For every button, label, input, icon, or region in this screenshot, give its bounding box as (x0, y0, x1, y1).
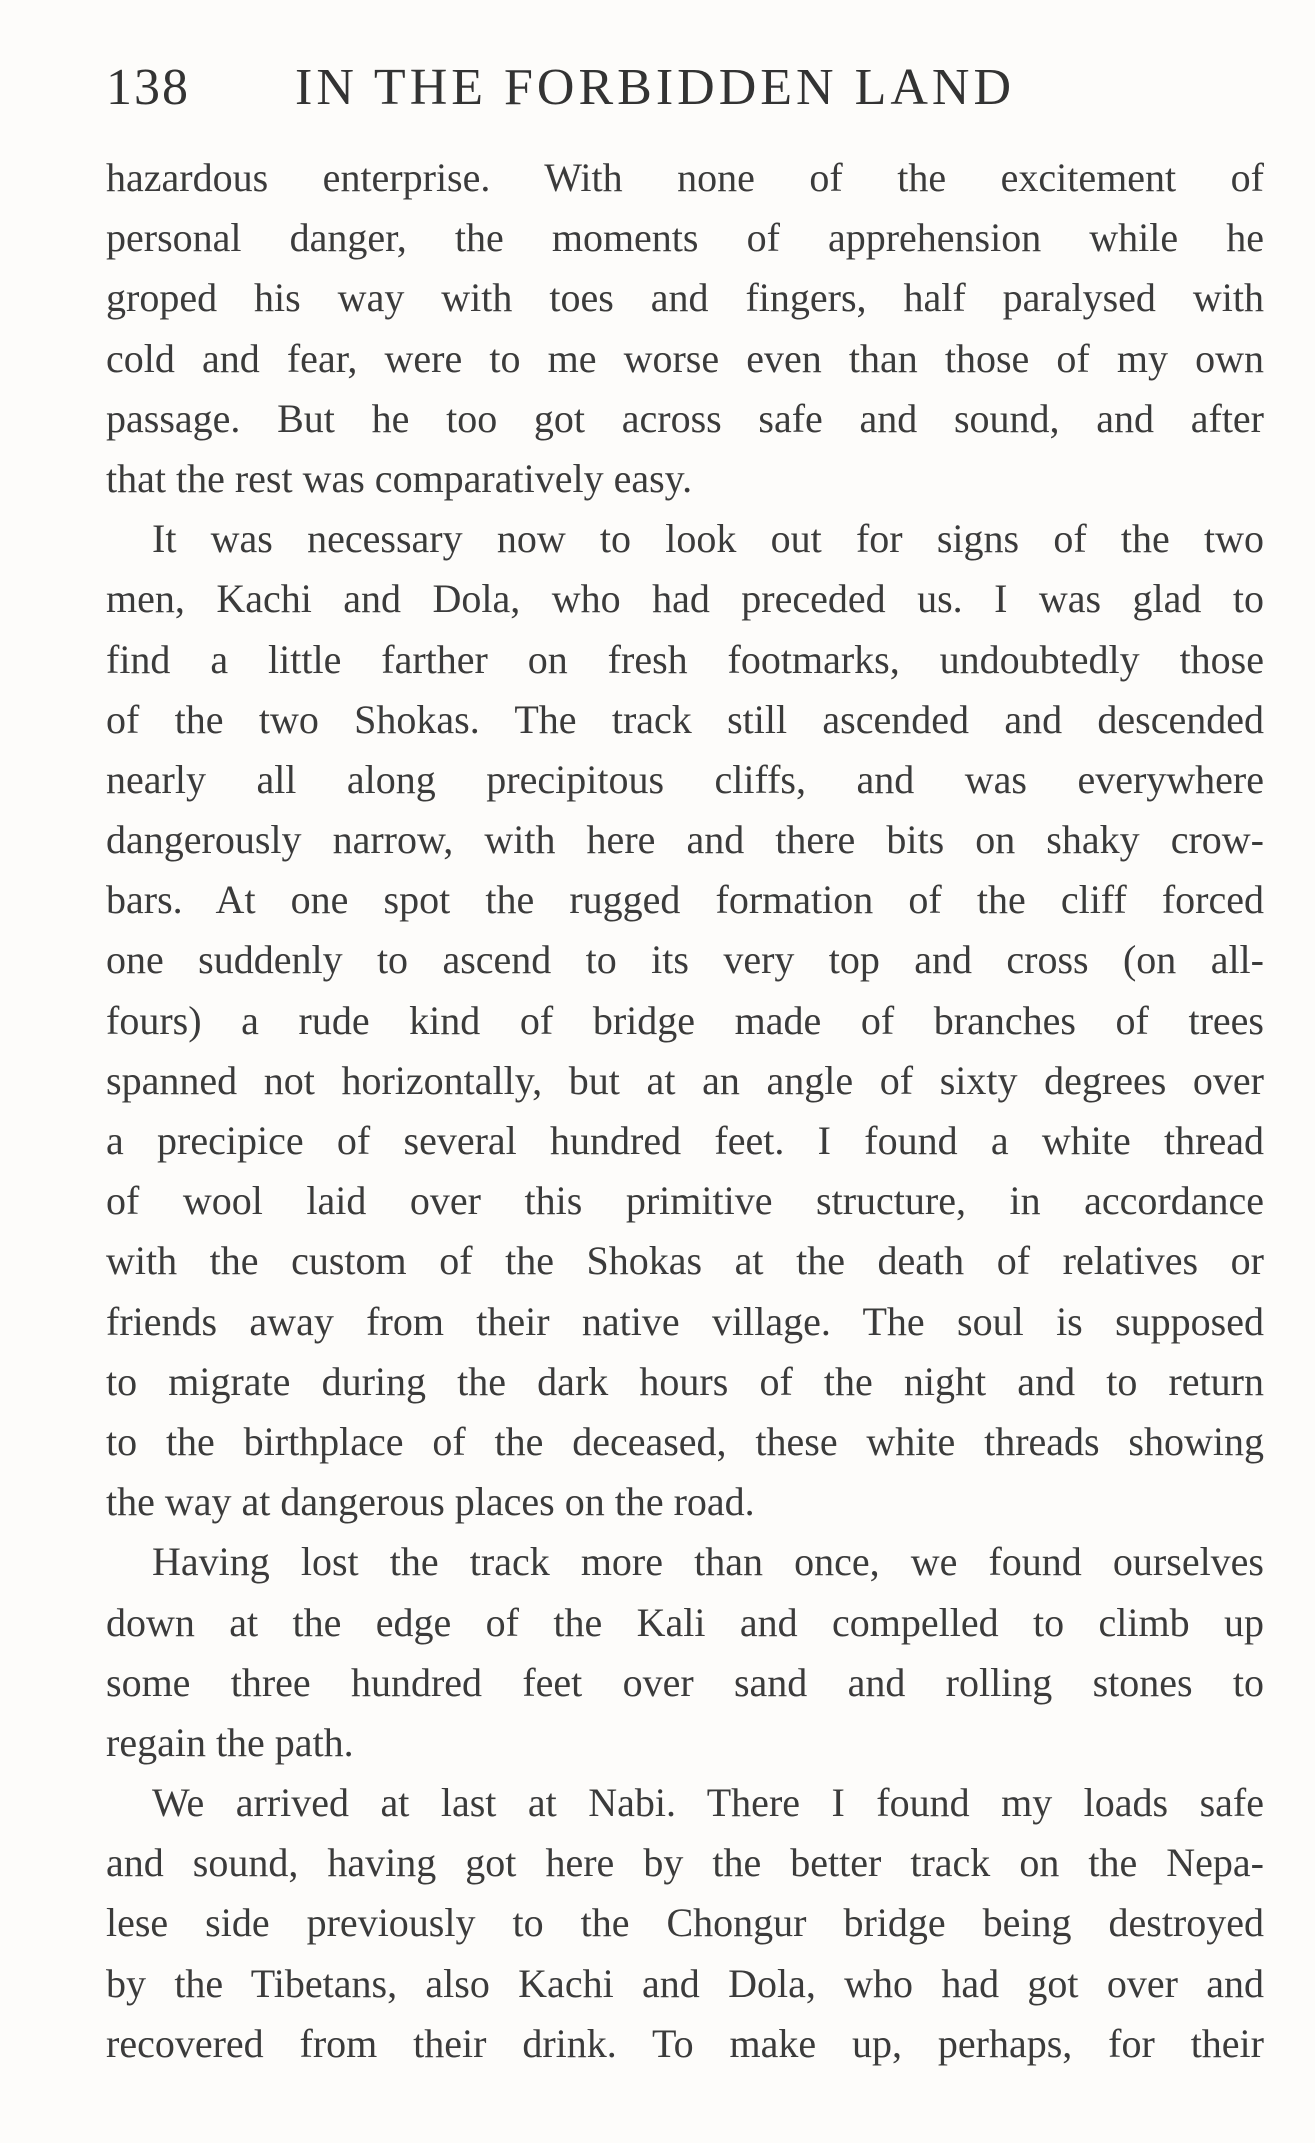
running-head (106, 58, 1116, 118)
text-line: of wool laid over this primitive structure, in accordance (106, 1178, 1264, 1224)
text-line: to migrate during the dark hours of the night and to return (106, 1358, 1264, 1404)
text-line: fours) a rude kind of bridge made of branches of trees (106, 997, 1264, 1043)
text-line: regain the path. (106, 1719, 354, 1765)
text-line: We arrived at last at Nabi. There I found my loads safe (152, 1780, 1264, 1826)
text-line: passage. But he too got across safe and sound, and after (106, 395, 1264, 441)
text-line: groped his way with toes and fingers, half paralysed with (106, 275, 1264, 321)
text-line: find a little farther on fresh footmarks, undoubtedly those (106, 636, 1264, 682)
text-line: that the rest was comparatively easy. (106, 455, 693, 501)
text-line: dangerously narrow, with here and there bits on shaky crow- (106, 817, 1264, 863)
text-line: with the custom of the Shokas at the death of relatives or (106, 1238, 1264, 1284)
text-line: cold and fear, were to me worse even than those of my own (106, 335, 1264, 381)
text-line: spanned not horizontally, but at an angle of sixty degrees over (106, 1057, 1264, 1103)
text-line: personal danger, the moments of apprehension while he (106, 215, 1264, 261)
text-line: by the Tibetans, also Kachi and Dola, who had got over and (106, 1960, 1264, 2006)
text-line: the way at dangerous places on the road. (106, 1479, 755, 1525)
text-line: hazardous enterprise. With none of the excitement of (106, 155, 1264, 200)
body-text (106, 148, 1264, 2074)
text-line: nearly all along precipitous cliffs, and was everywhere (106, 756, 1264, 802)
text-line: It was necessary now to look out for signs of the two (152, 516, 1264, 562)
text-line: lese side previously to the Chongur bridge being destroyed (106, 1900, 1264, 1946)
text-line: friends away from their native village. The soul is supposed (106, 1298, 1264, 1344)
running-title: IN THE FORBIDDEN LAND (295, 59, 1016, 116)
page-number: 138 (106, 59, 190, 116)
text-line: and sound, having got here by the better track on the Nepa- (106, 1840, 1264, 1886)
text-line: men, Kachi and Dola, who had preceded us. I was glad to (106, 576, 1264, 622)
text-line: Having lost the track more than once, we found ourselves (152, 1539, 1264, 1585)
text-line: of the two Shokas. The track still ascended and descended (106, 696, 1264, 742)
text-line: a precipice of several hundred feet. I found a white thread (106, 1118, 1264, 1163)
text-line: recovered from their drink. To make up, perhaps, for their (106, 2020, 1264, 2066)
text-line: bars. At one spot the rugged formation of the cliff forced (106, 877, 1264, 923)
text-line: down at the edge of the Kali and compelled to climb up (106, 1599, 1264, 1645)
text-line: one suddenly to ascend to its very top and cross (on all- (106, 937, 1264, 983)
text-line: to the birthplace of the deceased, these white threads showing (106, 1418, 1264, 1464)
text-line: some three hundred feet over sand and rolling stones to (106, 1659, 1264, 1705)
